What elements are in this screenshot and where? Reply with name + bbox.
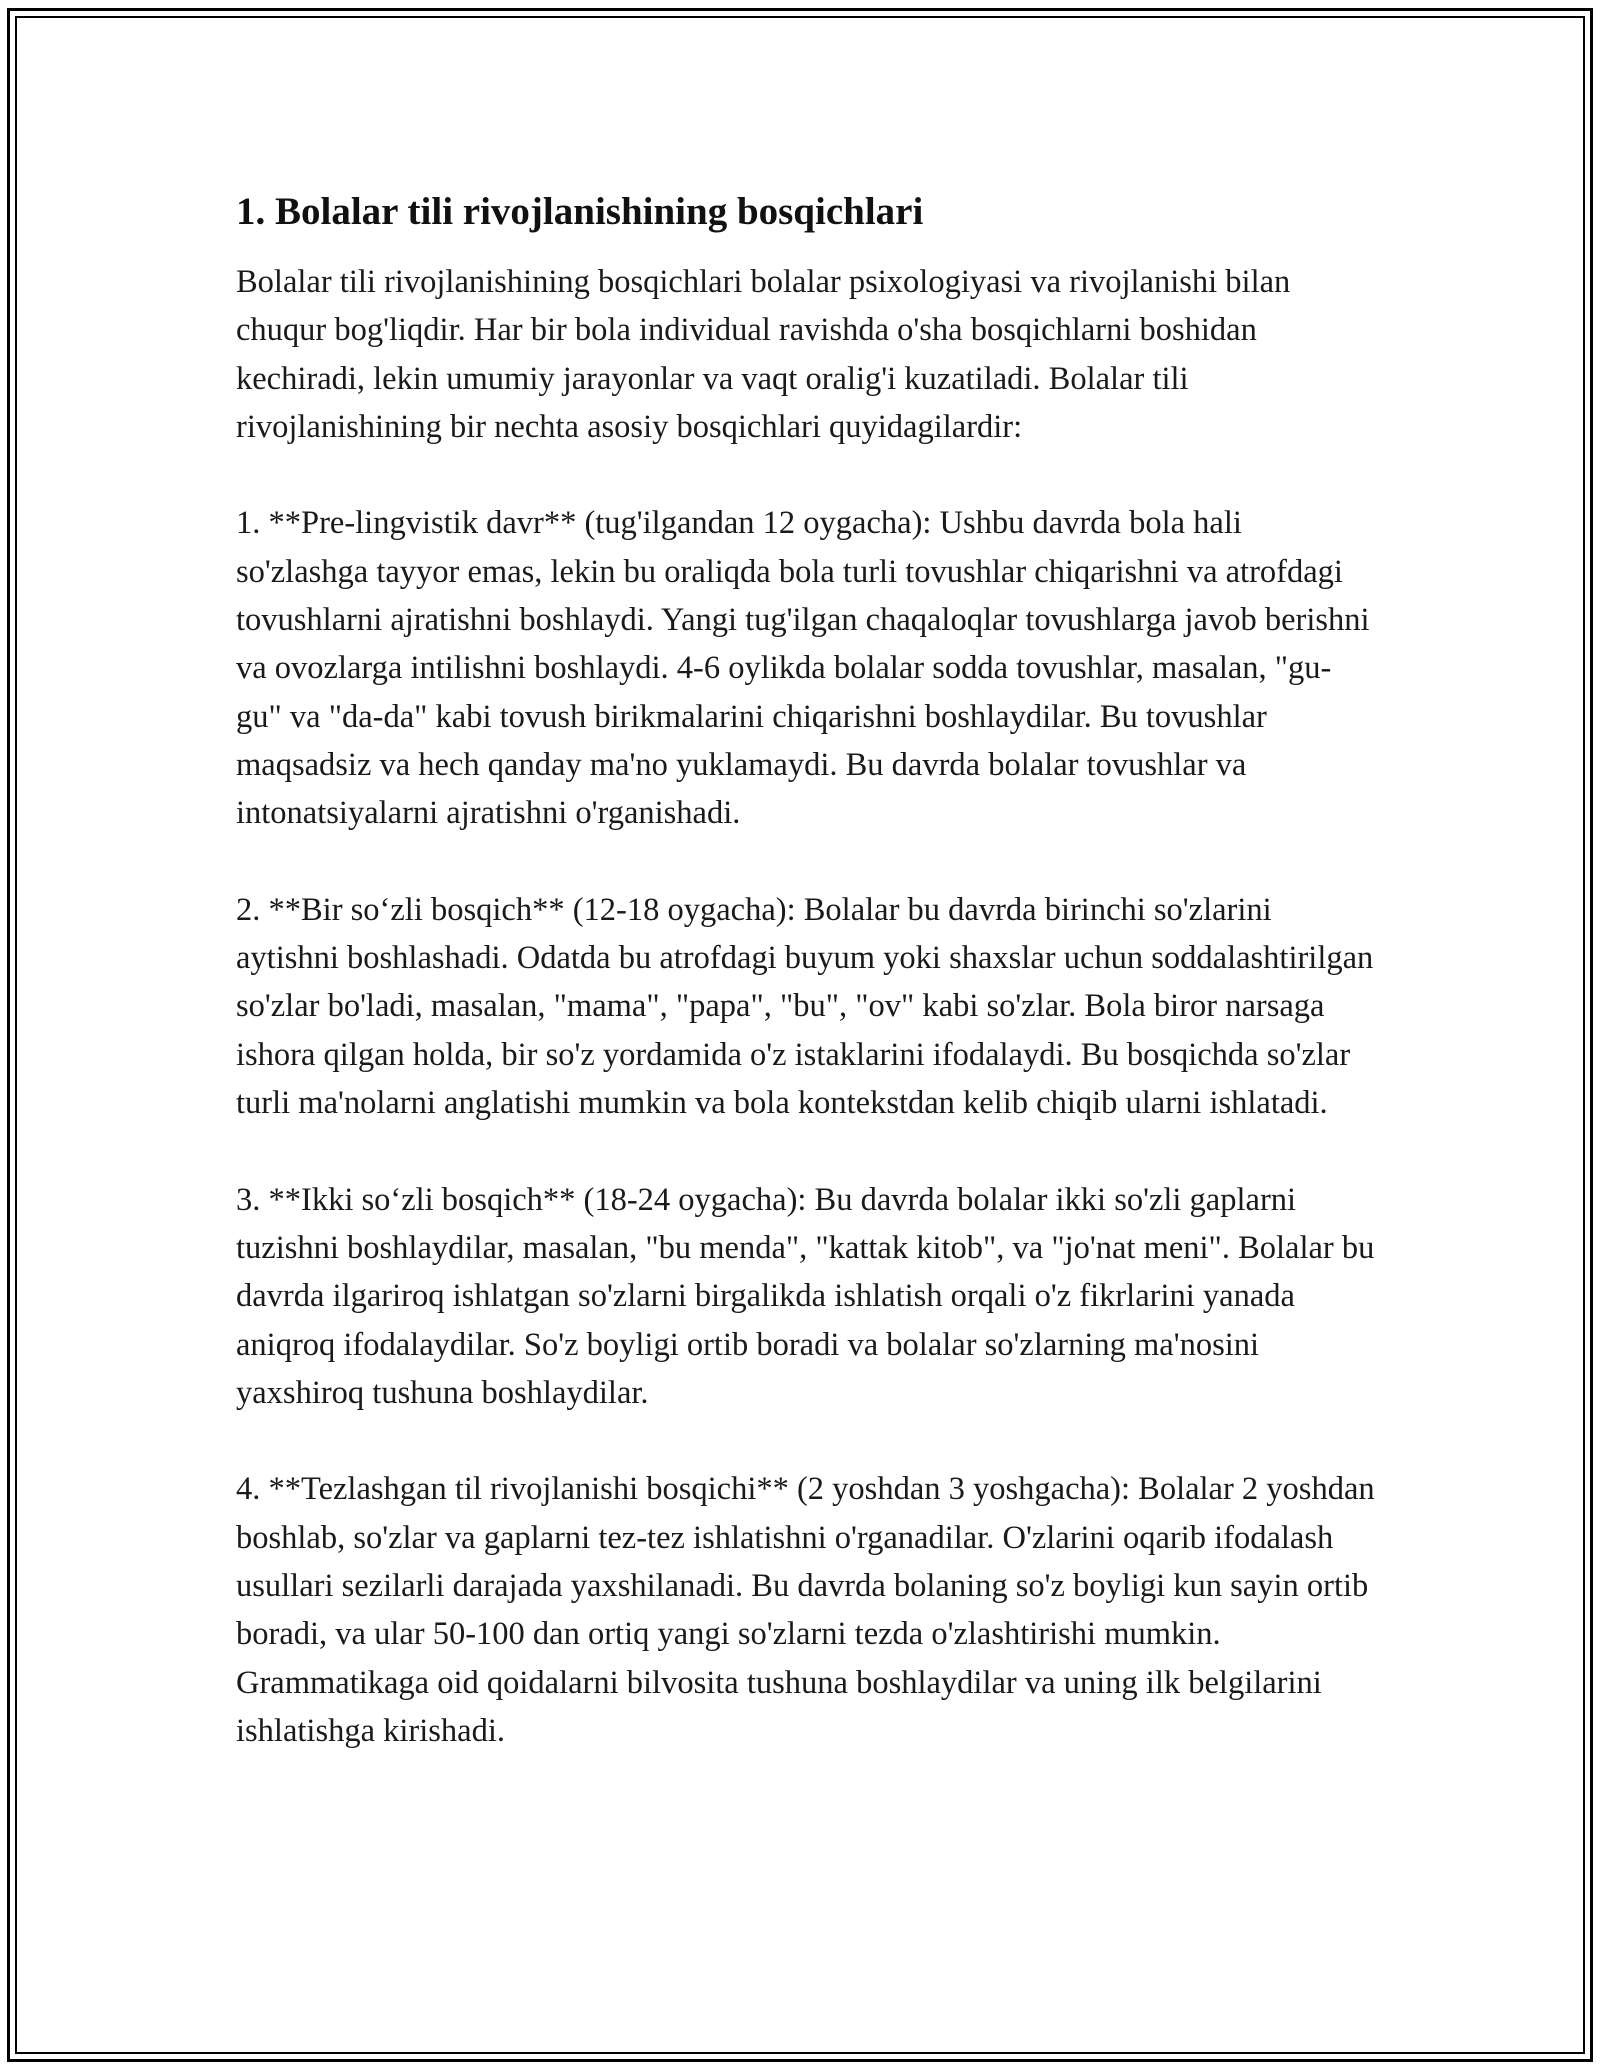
section-heading: 1. Bolalar tili rivojlanishining bosqichlari [236,190,924,233]
stage-1-paragraph: 1. **Pre-lingvistik davr** (tug'ilgandan 12 oygacha): Ushbu davrda bola hali so'zlashga tayyor emas, lekin bu oraliqda bola turli tovushlar chiqarishni va atrofdagi tovushlarni ajratishni boshlaydi. Yangi tug'ilgan chaqaloqlar tovushlarga javob berishni va ovozlarga intilishni boshlaydi. 4-6 oylikda bolalar sodda tovushlar, masalan, "gu-gu" va "da-da" kabi tovush birikmalarini chiqarishni boshlaydilar. Bu tovushlar maqsadsiz va hech qanday ma'no yuklamaydi. Bu davrda bolalar tovushlar va intonatsiyalarni ajratishni o'rganishadi. [236,505,1370,832]
document-body [236,186,1376,1755]
stage-4-paragraph: 4. **Tezlashgan til rivojlanishi bosqichi** (2 yoshdan 3 yoshgacha): Bolalar 2 yoshdan boshlab, so'zlar va gaplarni tez-tez ishlatishni o'rganadilar. O'zlarini oqarib ifodalash usullari sezilarli darajada yaxshilanadi. Bu davrda bolaning so'z boyligi kun sayin ortib boradi, va ular 50-100 dan ortiq yangi so'zlarni tezda o'zlashtirishi mumkin. Grammatikaga oid qoidalarni bilvosita tushuna boshlaydilar va uning ilk belgilarini ishlatishga kirishadi. [236,1471,1375,1749]
stage-2-paragraph: 2. **Bir so‘zli bosqich** (12-18 oygacha): Bolalar bu davrda birinchi so'zlarini aytishni boshlashadi. Odatda bu atrofdagi buyum yoki shaxslar uchun soddalashtirilgan so'zlar bo'ladi, masalan, "mama", "papa", "bu", "ov" kabi so'zlar. Bola biror narsaga ishora qilgan holda, bir so'z yordamida o'z istaklarini ifodalaydi. Bu bosqichda so'zlar turli ma'nolarni anglatishi mumkin va bola kontekstdan kelib chiqib ularni ishlatadi. [236,891,1374,1122]
stage-3-paragraph: 3. **Ikki so‘zli bosqich** (18-24 oygacha): Bu davrda bolalar ikki so'zli gaplarni tuzishni boshlaydilar, masalan, "bu menda", "kattak kitob", va "jo'nat meni". Bolalar bu davrda ilgariroq ishlatgan so'zlarni birgalikda ishlatish orqali o'z fikrlarini yanada aniqroq ifodalaydilar. So'z boyligi ortib boradi va bolalar so'zlarning ma'nosini yaxshiroq tushuna boshlaydilar. [236,1181,1375,1411]
intro-paragraph: Bolalar tili rivojlanishining bosqichlari bolalar psixologiyasi va rivojlanishi bilan chuqur bog'liqdir. Har bir bola individual ravishda o'sha bosqichlarni boshidan kechiradi, lekin umumiy jarayonlar va vaqt oralig'i kuzatiladi. Bolalar tili rivojlanishining bir nechta asosiy bosqichlari quyidagilardir: [236,264,1291,445]
